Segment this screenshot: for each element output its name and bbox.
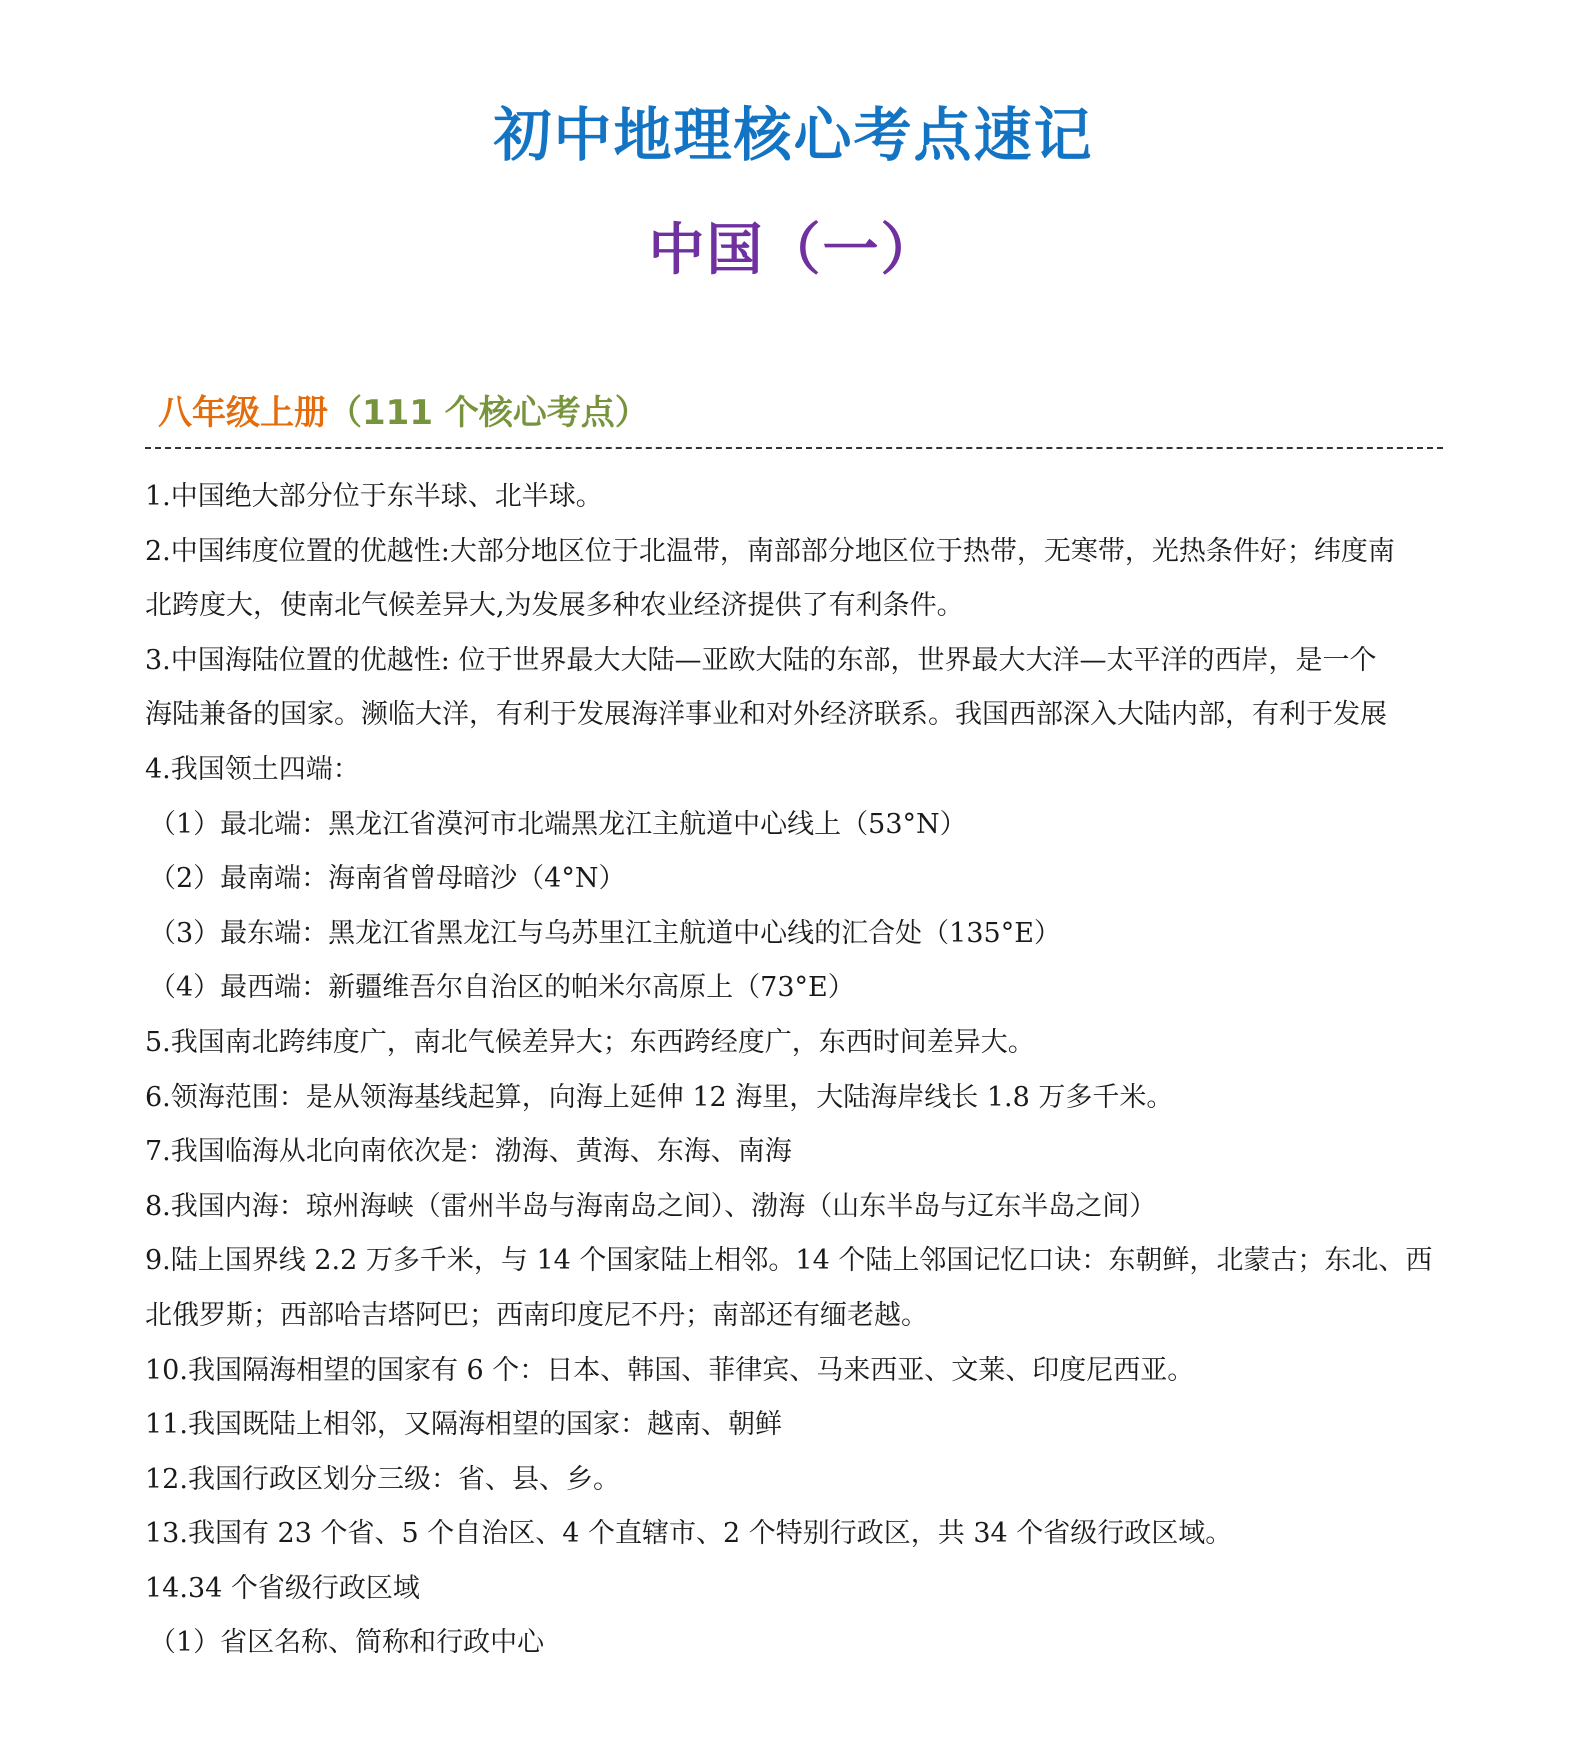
content-line: 1.中国绝大部分位于东半球、北半球。 xyxy=(145,481,603,512)
section-count: （111 个核心考点） xyxy=(328,393,649,433)
section-grade: 八年级上册 xyxy=(158,393,328,433)
content-line: （1）最北端：黑龙江省漠河市北端黑龙江主航道中心线上（53°N） xyxy=(149,808,967,840)
content-body xyxy=(145,470,1455,1671)
content-line: 3.中国海陆位置的优越性: 位于世界最大大陆—亚欧大陆的东部，世界最大大洋—太平洋的西岸，是一个 xyxy=(145,644,1377,676)
content-line: 海陆兼备的国家。濒临大洋，有利于发展海洋事业和对外经济联系。我国西部深入大陆内部，有利于发展 xyxy=(145,699,1387,731)
content-line: （4）最西端：新疆维吾尔自治区的帕米尔高原上（73°E） xyxy=(149,972,855,1004)
content-line: 10.我国隔海相望的国家有 6 个：日本、韩国、菲律宾、马来西亚、文莱、印度尼西亚。 xyxy=(145,1354,1195,1386)
content-line: 北跨度大，使南北气候差异大,为发展多种农业经济提供了有利条件。 xyxy=(145,590,964,622)
content-line: 9.陆上国界线 2.2 万多千米，与 14 个国家陆上相邻。14 个陆上邻国记忆口诀：东朝鲜，北蒙古；东北、西 xyxy=(145,1245,1433,1277)
content-line: 2.中国纬度位置的优越性:大部分地区位于北温带，南部部分地区位于热带，无寒带，光热条件好；纬度南 xyxy=(145,535,1395,567)
content-line: 11.我国既陆上相邻，又隔海相望的国家：越南、朝鲜 xyxy=(145,1409,782,1441)
document-subtitle: 中国（一） xyxy=(648,218,939,283)
content-line: （1）省区名称、简称和行政中心 xyxy=(149,1627,545,1659)
content-line: 北俄罗斯；西部哈吉塔阿巴；西南印度尼不丹；南部还有缅老越。 xyxy=(145,1299,928,1331)
dashed-divider xyxy=(145,447,1443,449)
content-line: 14.34 个省级行政区域 xyxy=(145,1572,420,1604)
content-line: 5.我国南北跨纬度广，南北气候差异大；东西跨经度广，东西时间差异大。 xyxy=(145,1026,1035,1058)
content-line: 7.我国临海从北向南依次是：渤海、黄海、东海、南海 xyxy=(145,1136,792,1168)
section-heading xyxy=(158,393,649,433)
content-line: 12.我国行政区划分三级：省、县、乡。 xyxy=(145,1463,620,1495)
content-line: 6.领海范围：是从领海基线起算，向海上延伸 12 海里，大陆海岸线长 1.8 万多千米。 xyxy=(145,1081,1174,1113)
content-line: 8.我国内海：琼州海峡（雷州半岛与海南岛之间）、渤海（山东半岛与辽东半岛之间） xyxy=(145,1190,1157,1222)
document-title: 初中地理核心考点速记 xyxy=(493,101,1094,169)
content-line: 13.我国有 23 个省、5 个自治区、4 个直辖市、2 个特别行政区，共 34 个省级行政区域。 xyxy=(145,1518,1233,1550)
content-line: （3）最东端：黑龙江省黑龙江与乌苏里江主航道中心线的汇合处（135°E） xyxy=(149,917,1061,949)
content-line: 4.我国领土四端： xyxy=(145,753,360,785)
content-line: （2）最南端：海南省曾母暗沙（4°N） xyxy=(149,863,626,895)
